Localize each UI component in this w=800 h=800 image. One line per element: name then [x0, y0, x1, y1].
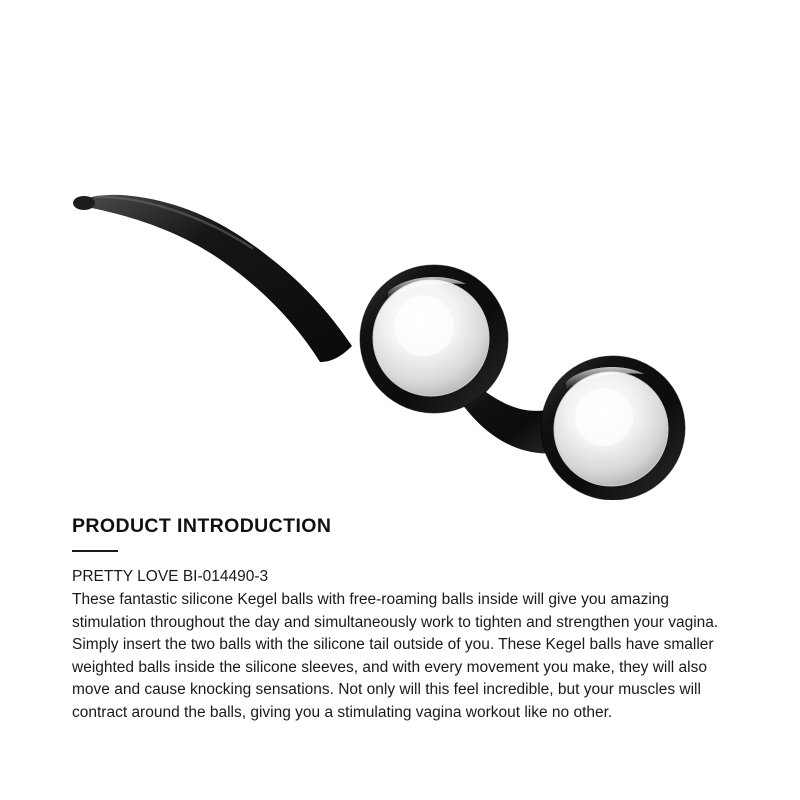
lower-ball-highlight [575, 388, 633, 446]
page-title: PRODUCT INTRODUCTION [72, 515, 332, 537]
product-introduction-block [72, 515, 732, 724]
product-model: PRETTY LOVE BI-014490-3 [72, 568, 269, 586]
retrieval-tail [82, 195, 352, 362]
product-description: These fantastic silicone Kegel balls with free-roaming balls inside will give you amazing stimulation throughout the day and simultaneously work to tighten and strengthen your vagina. Simply insert the two balls with the silicone tail outside of you. These Kegel balls have smaller weighted balls inside the silicone sleeves, and with every movement you make, they will also move and cause knocking sensations. Not only will this feel incredible, but your muscles will contract around the balls, giving you a stimulating vagina workout like no other. [72, 591, 719, 721]
title-divider [72, 550, 118, 552]
tail-tip [73, 196, 95, 210]
upper-ball-highlight [394, 296, 454, 356]
